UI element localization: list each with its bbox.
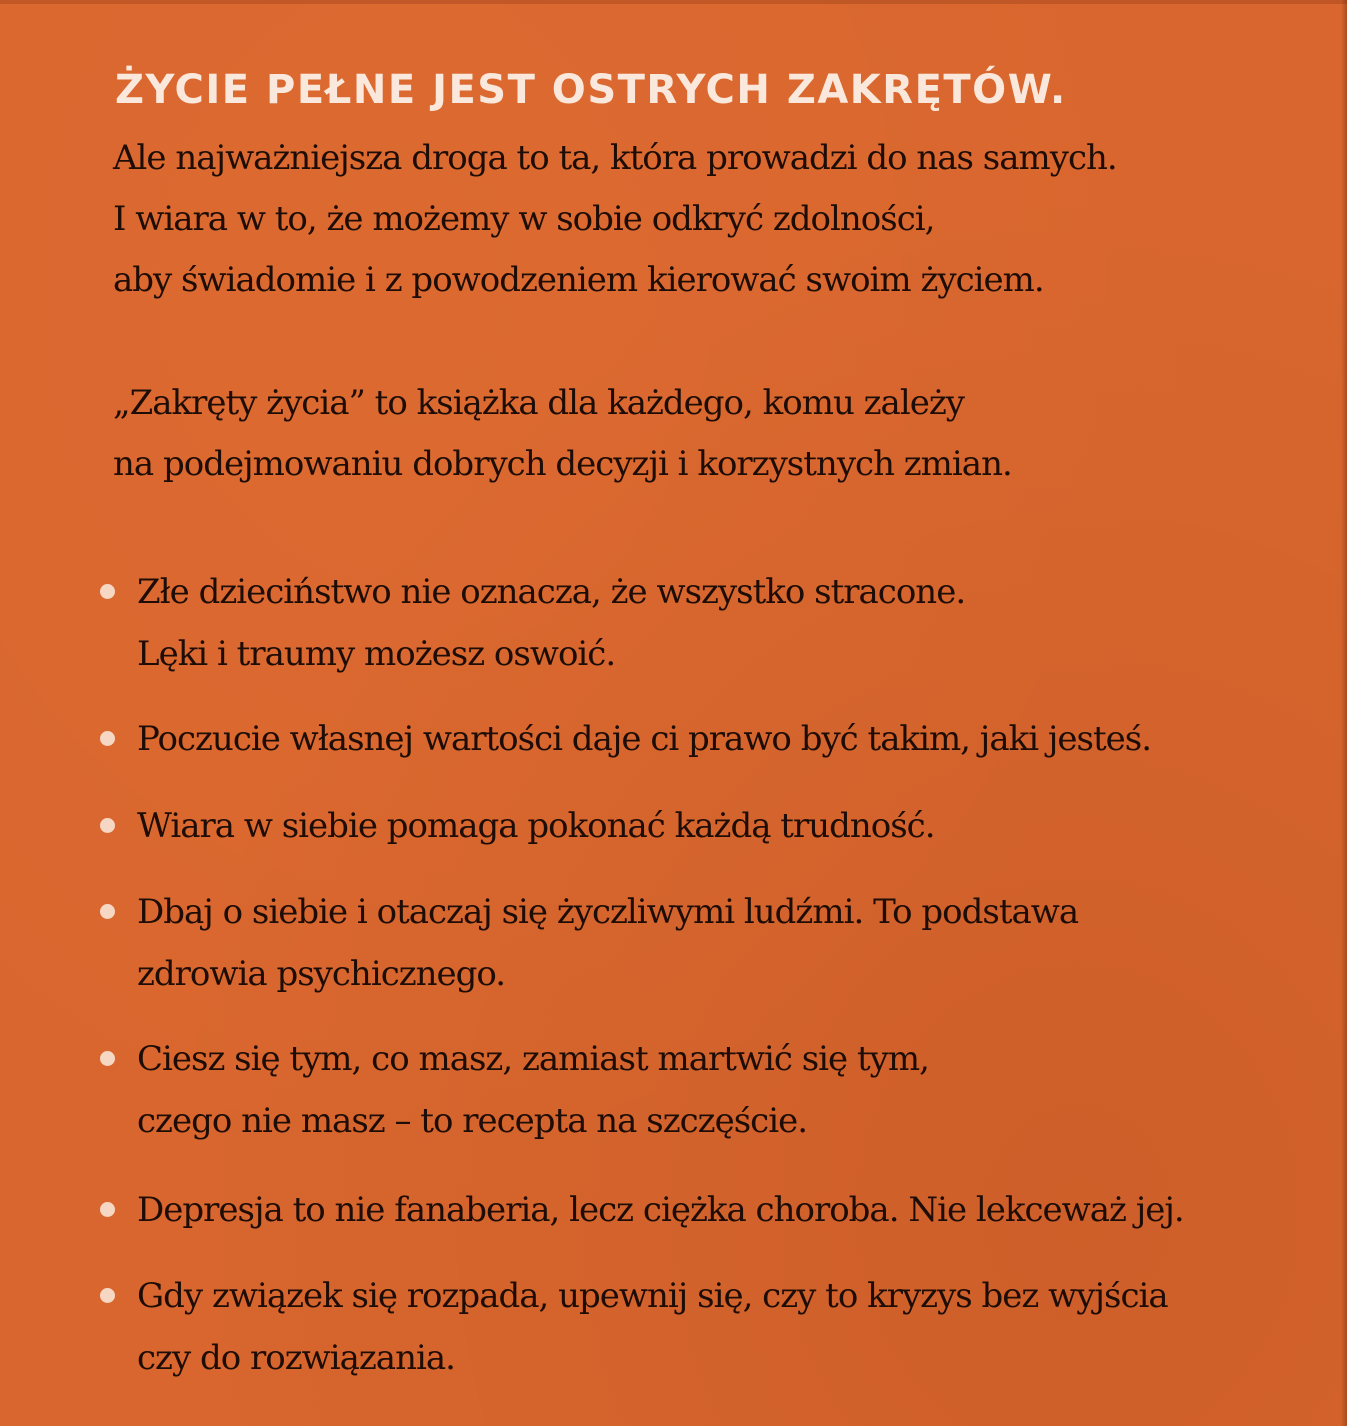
bullet-icon: [100, 1051, 115, 1066]
bullet-line: czego nie masz – to recepta na szczęście.: [137, 1101, 807, 1141]
bullet-line: Depresja to nie fanaberia, lecz ciężka choroba. Nie lekceważ jej.: [137, 1190, 1184, 1230]
bullet-line: Poczucie własnej wartości daje ci prawo być takim, jaki jesteś.: [137, 719, 1152, 759]
bullet-icon: [100, 731, 115, 746]
bullet-line: czy do rozwiązania.: [137, 1338, 455, 1378]
intro-paragraph: [113, 128, 1117, 311]
bullet-icon: [100, 1202, 115, 1217]
bullet-text: [137, 795, 935, 857]
intro-line: I wiara w to, że możemy w sobie odkryć zdolności,: [113, 199, 935, 239]
bullet-icon: [100, 818, 115, 833]
bullet-line: Dbaj o siebie i otaczaj się życzliwymi ludźmi. To podstawa: [137, 892, 1079, 932]
intro-line: Ale najważniejsza droga to ta, która prowadzi do nas samych.: [113, 138, 1117, 178]
bullet-line: zdrowia psychicznego.: [137, 954, 506, 994]
right-edge-shadow: [1341, 0, 1347, 1426]
bullet-line: Lęki i traumy możesz oswoić.: [137, 634, 616, 674]
bullet-icon: [100, 904, 115, 919]
bullet-icon: [100, 584, 115, 599]
bullet-line: Wiara w siebie pomaga pokonać każdą trudność.: [137, 806, 935, 846]
bullet-text: [137, 1179, 1184, 1241]
intro-line: aby świadomie i z powodzeniem kierować swoim życiem.: [113, 260, 1044, 300]
bullet-text: [137, 561, 965, 685]
bullet-icon: [100, 1288, 115, 1303]
top-edge-shadow: [0, 0, 1347, 4]
bullet-line: Ciesz się tym, co masz, zamiast martwić się tym,: [137, 1039, 929, 1079]
description-line: „Zakręty życia” to książka dla każdego, komu zależy: [113, 383, 964, 423]
description-line: na podejmowaniu dobrych decyzji i korzystnych zmian.: [113, 444, 1012, 484]
bullet-line: Złe dzieciństwo nie oznacza, że wszystko stracone.: [137, 572, 966, 612]
bullet-text: [137, 708, 1151, 770]
book-description-paragraph: [113, 373, 1012, 495]
bullet-line: Gdy związek się rozpada, upewnij się, czy to kryzys bez wyjścia: [137, 1276, 1168, 1316]
bullet-text: [137, 1265, 1168, 1389]
bullet-text: [137, 881, 1078, 1005]
bullet-text: [137, 1028, 929, 1152]
cover-heading: ŻYCIE PEŁNE JEST OSTRYCH ZAKRĘTÓW.: [115, 67, 1067, 113]
